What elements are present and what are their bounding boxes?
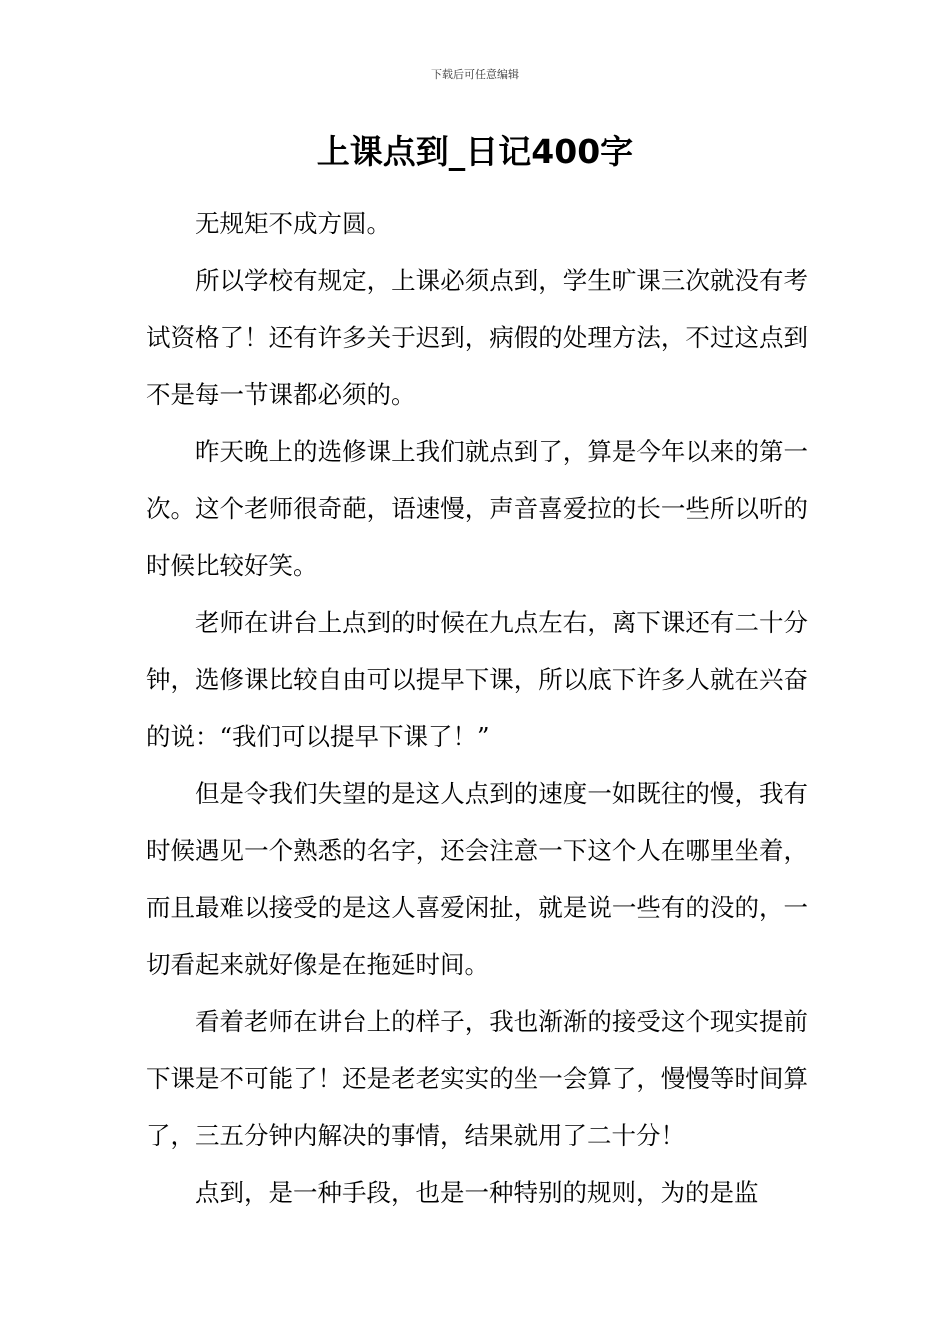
paragraph: 点到，是一种手段，也是一种特别的规则，为的是监 <box>195 1178 759 1207</box>
header-note: 下载后可任意编辑 <box>431 68 519 81</box>
paragraph: 老师在讲台上点到的时候在九点左右，离下课还有二十分钟，选修课比较自由可以提早下课，所以底下许多人就在兴奋的说：“我们可以提早下课了！” <box>146 608 808 751</box>
paragraph: 所以学校有规定，上课必须点到，学生旷课三次就没有考试资格了！还有许多关于迟到，病假的处理方法，不过这点到不是每一节课都必须的。 <box>146 266 808 409</box>
paragraph: 看着老师在讲台上的样子，我也渐渐的接受这个现实提前下课是不可能了！还是老老实实的坐一会算了，慢慢等时间算了，三五分钟内解决的事情，结果就用了二十分！ <box>146 1007 808 1150</box>
document-title: 上课点到_日记400字 <box>316 132 634 171</box>
paragraph: 昨天晚上的选修课上我们就点到了，算是今年以来的第一次。这个老师很奇葩，语速慢，声音喜爱拉的长一些所以听的时候比较好笑。 <box>146 437 808 580</box>
paragraph: 但是令我们失望的是这人点到的速度一如既往的慢，我有时候遇见一个熟悉的名字，还会注意一下这个人在哪里坐着，而且最难以接受的是这人喜爱闲扯，就是说一些有的没的，一切看起来就好像是在拖延时间。 <box>146 779 808 979</box>
document-body <box>146 195 808 1221</box>
paragraph: 无规矩不成方圆。 <box>195 209 391 238</box>
